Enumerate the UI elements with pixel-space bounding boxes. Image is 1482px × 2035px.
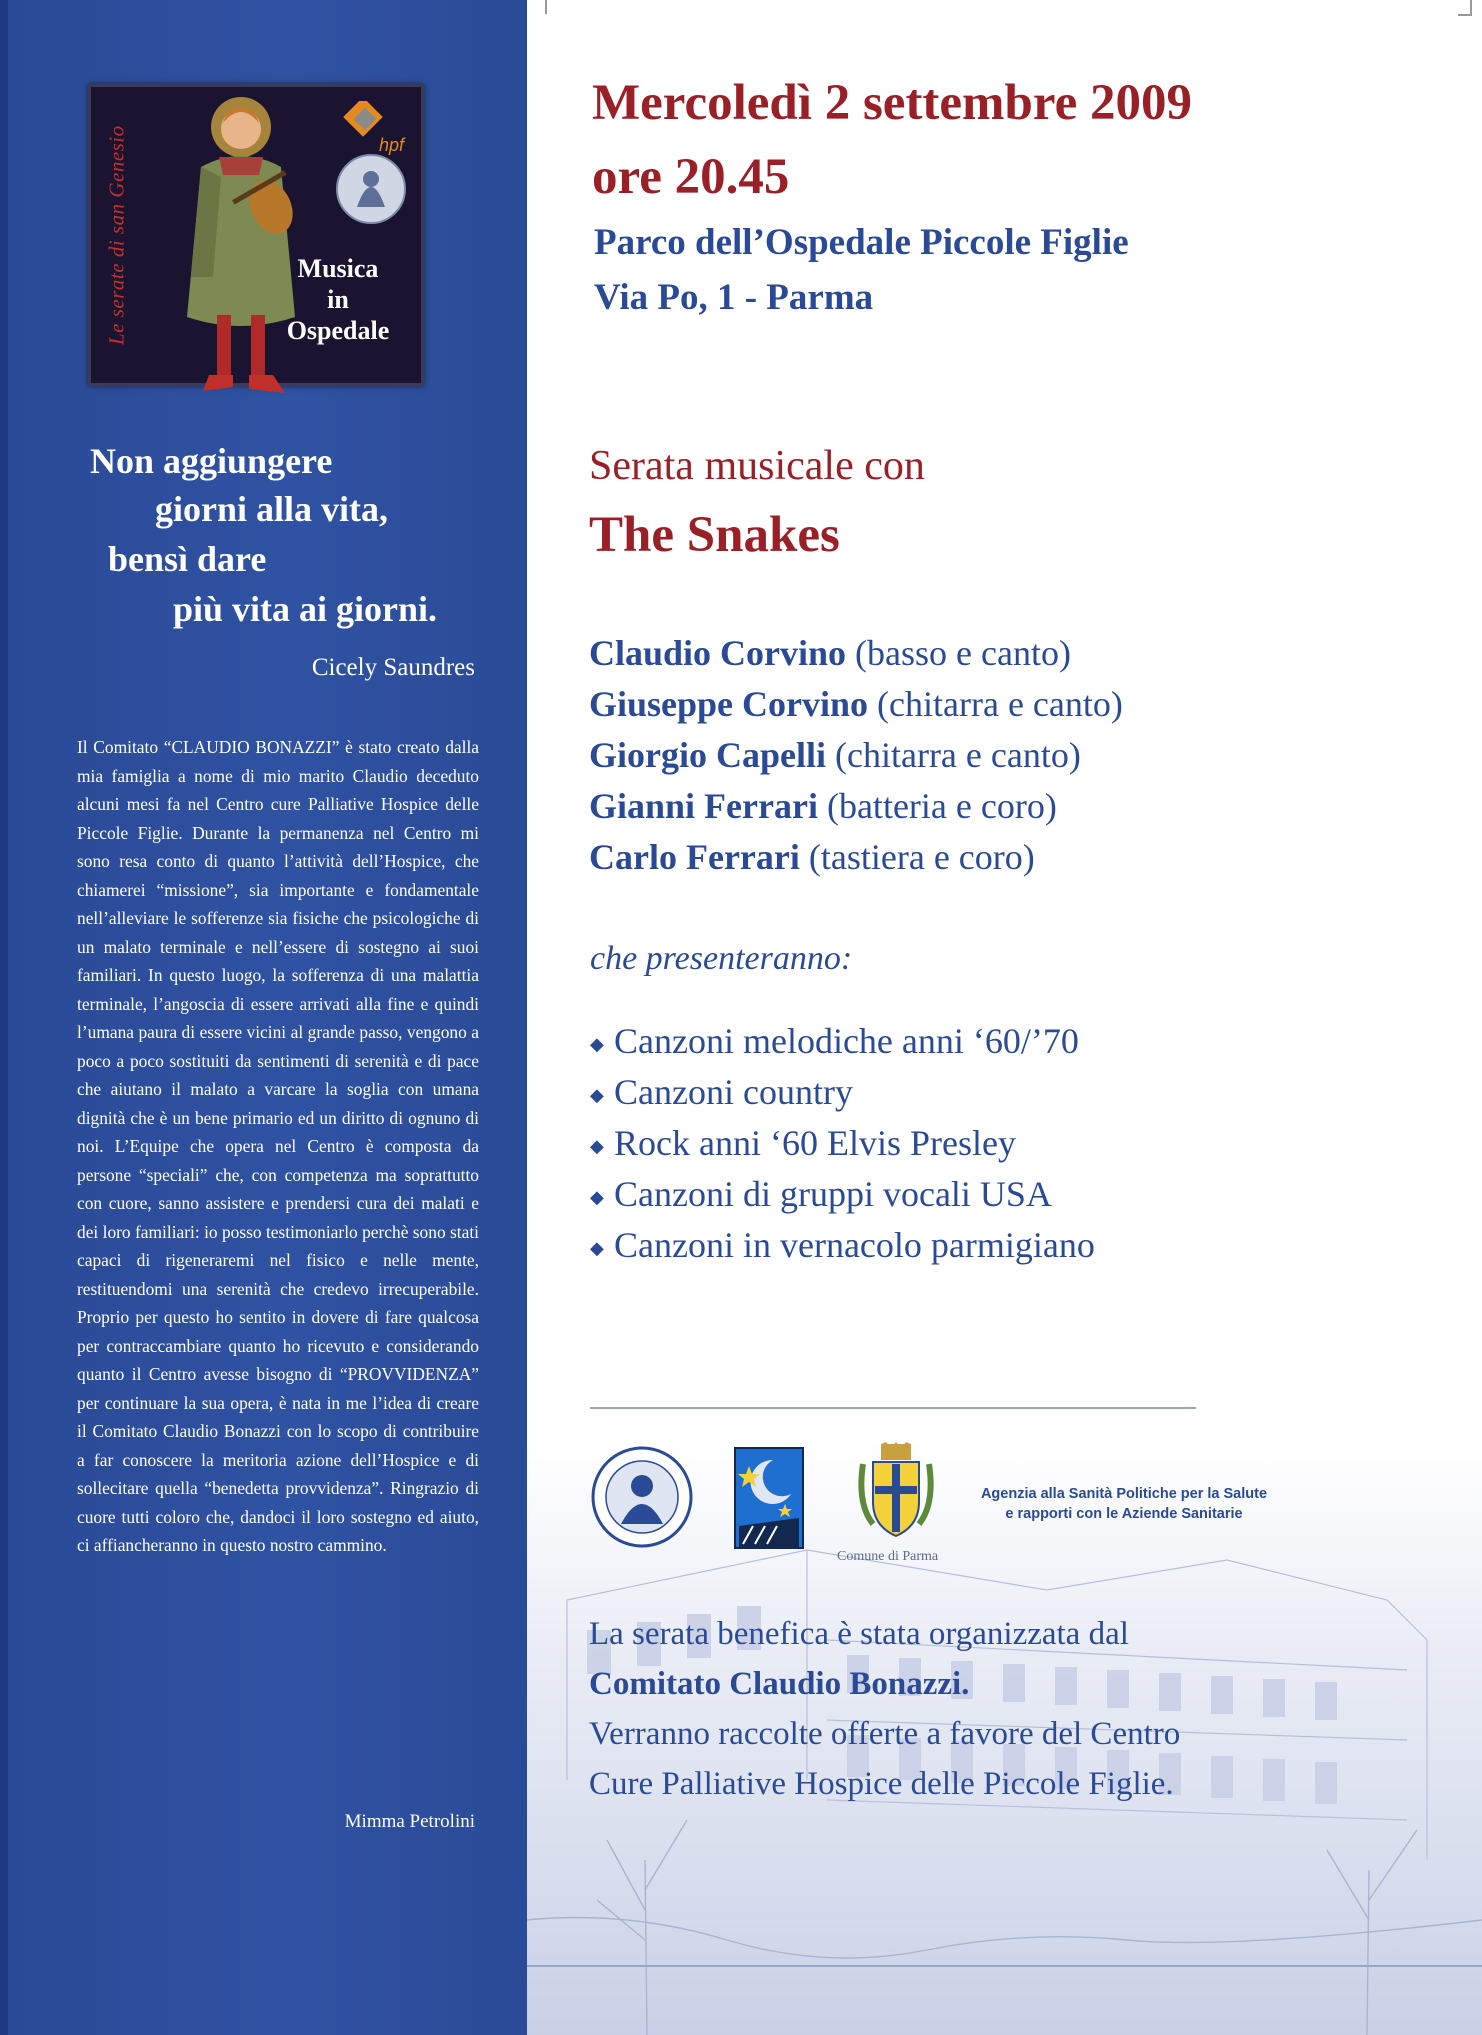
left-edge-strip <box>0 0 8 2035</box>
crop-mark <box>545 0 547 14</box>
song-list-item <box>590 1173 1052 1215</box>
member-line <box>589 683 1123 725</box>
closing-line: Cure Palliative Hospice delle Piccole Figlie. <box>589 1766 1174 1802</box>
member-line <box>589 734 1081 776</box>
parma-coat-of-arms-logo <box>853 1442 939 1542</box>
agency-text <box>979 1484 1269 1524</box>
quote-line: bensì dare <box>108 539 267 579</box>
artwork-title-line: Musica <box>297 254 379 283</box>
bullet-icon: ◆ <box>590 1238 604 1259</box>
artwork-title-line: Ospedale <box>286 316 390 345</box>
parma-caption: Comune di Parma <box>837 1549 939 1564</box>
round-emblem-logo <box>331 149 411 229</box>
quote-line: giorni alla vita, <box>155 489 388 529</box>
song-list-item <box>590 1071 853 1113</box>
hpf-logo-text: hpf <box>379 135 405 155</box>
presenting-label: che presenteranno: <box>590 940 853 977</box>
song-list-item <box>590 1122 1016 1164</box>
song-list-item <box>590 1020 1079 1062</box>
letter-body: Il Comitato “CLAUDIO BONAZZI” è stato creato dalla mia famiglia a nome di mio marito Claudio deceduto alcuni mesi fa nel Centro cure Palliative Hospice delle Piccole Figlie. Durante la permanenza nel Centro mi sono resa conto di quanto l’attività dell’Hospice, che chiamerei “missione”, sia importante e fondamentale nell’alleviare le sofferenze sia fisiche che psicologiche di un malato terminale e nell’essere di sostegno ai suoi familiari. In questo luogo, la sofferenza di una malattia terminale, l’angoscia di essere arrivati alla fine e quindi l’umana paura di essere vicini al grande passo, vengono a poco a poco sostituiti da sentimenti di serenità e di pace che aiutano il malato a varcare la soglia con umana dignità che è un bene primario ed un diritto di ognuno di noi. L’Equipe che opera nel Centro è composta da persone “speciali” che, con competenza ma soprattutto con cuore, sanno assistere e prendersi cura dei malati e dei loro familiari: io posso testimoniarlo perchè sono stati capaci di rigeneraremi nel fisico e nelle mente, restituendomi una serenità che credevo irrecuperabile. Proprio per questo ho sentito in dovere di fare qualcosa per contraccambiare quanto ho ricevuto e considerando quanto il Centro avesse bisogno di “PROVVIDENZA” per continuare la sua opera, è nata in me l’idea di creare il Comitato Claudio Bonazzi con lo scopo di contribuire a far conoscere la meritoria azione dell’Hospice e di sollecitare quella “benedetta provvidenza”. Ringrazio di cuore tutti coloro che, dandoci il loro sostegno ed aiuto, ci affiancheranno in questo nostro cammino. <box>77 737 479 1555</box>
moon-stars-logo <box>733 1446 805 1552</box>
member-role: (basso e canto) <box>855 633 1071 673</box>
song-label: Rock anni ‘60 Elvis Presley <box>614 1123 1016 1163</box>
bullet-icon: ◆ <box>590 1085 604 1106</box>
artwork-box <box>88 84 424 386</box>
song-label: Canzoni in vernacolo parmigiano <box>614 1225 1095 1265</box>
bullet-icon: ◆ <box>590 1187 604 1208</box>
letter-signature: Mimma Petrolini <box>344 1811 475 1832</box>
song-list-item <box>590 1224 1095 1266</box>
agency-line: e rapporti con le Aziende Sanitarie <box>1005 1506 1243 1522</box>
comitato-bonazzi-logo <box>591 1446 693 1548</box>
member-name: Carlo Ferrari <box>589 837 800 877</box>
member-role: (chitarra e canto) <box>877 684 1123 724</box>
program-intro: Serata musicale con <box>589 443 925 489</box>
event-venue: Parco dell’Ospedale Piccole Figlie <box>594 222 1129 263</box>
closing-line: La serata benefica è stata organizzata dal <box>589 1616 1129 1652</box>
song-label: Canzoni country <box>614 1072 853 1112</box>
medieval-musician-illustration <box>131 87 361 417</box>
member-line <box>589 836 1035 878</box>
member-role: (chitarra e canto) <box>835 735 1081 775</box>
band-name: The Snakes <box>589 507 840 563</box>
event-time: ore 20.45 <box>592 149 790 205</box>
bullet-icon: ◆ <box>590 1136 604 1157</box>
event-address: Via Po, 1 - Parma <box>594 277 874 318</box>
crop-mark <box>1470 0 1472 14</box>
member-role: (tastiera e coro) <box>808 837 1035 877</box>
closing-line: Verranno raccolte offerte a favore del Centro <box>589 1716 1181 1752</box>
song-label: Canzoni di gruppi vocali USA <box>614 1174 1052 1214</box>
quote-author: Cicely Saundres <box>311 654 475 681</box>
member-line <box>589 632 1071 674</box>
member-name: Giuseppe Corvino <box>589 684 869 724</box>
right-panel <box>527 0 1482 2035</box>
event-date: Mercoledì 2 settembre 2009 <box>592 75 1192 131</box>
left-panel <box>0 0 527 2035</box>
artwork-title <box>273 253 403 346</box>
quote-line: Non aggiungere <box>90 441 333 481</box>
agency-line: Agenzia alla Sanità Politiche per la Salute <box>980 1486 1268 1502</box>
crop-mark <box>1458 14 1472 16</box>
member-name: Claudio Corvino <box>589 633 847 673</box>
section-divider <box>590 1407 1196 1409</box>
member-role: (batteria e coro) <box>826 786 1057 826</box>
member-name: Giorgio Capelli <box>589 735 826 775</box>
bullet-icon: ◆ <box>590 1034 604 1055</box>
closing-line: Comitato Claudio Bonazzi. <box>589 1666 970 1702</box>
artwork-title-line: in <box>327 285 349 314</box>
member-line <box>589 785 1057 827</box>
song-label: Canzoni melodiche anni ‘60/’70 <box>614 1021 1079 1061</box>
member-name: Gianni Ferrari <box>589 786 818 826</box>
artwork-vertical-caption: Le serate di san Genesio <box>104 125 129 345</box>
quote-line: più vita ai giorni. <box>173 589 438 629</box>
